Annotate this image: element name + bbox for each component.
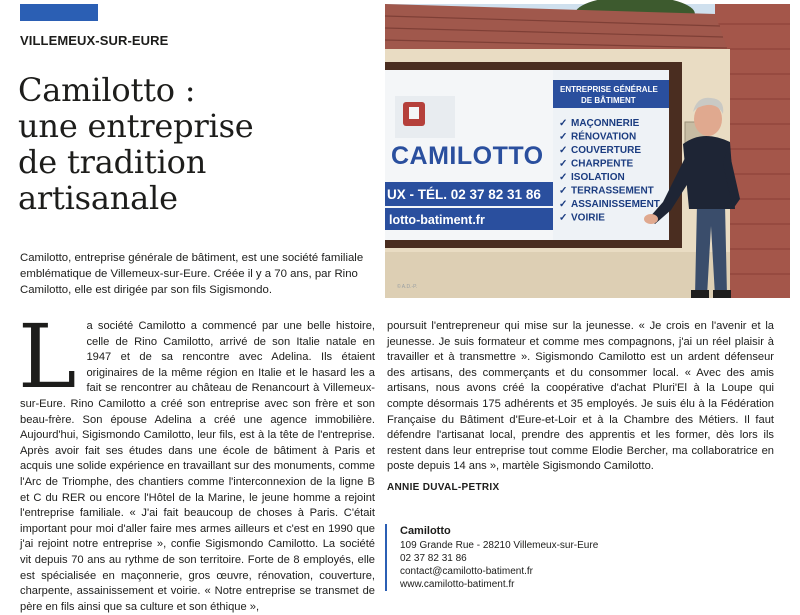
sign-service-bullet: ✓ [559, 118, 568, 129]
article-headline [18, 72, 378, 216]
sign-service-bullet: ✓ [559, 185, 568, 197]
article-body-text-2: poursuit l'entrepreneur qui mise sur la jeunesse. « Je crois en l'avenir et la jeunesse. Je suis formateur et comme mes compagnons, j'ai un réel plaisir à travailler et à transmettre ». Sigismondo Camilotto est un ardent défenseur des artisans, des commerçants et du consommer local. « Avec des amis artisans, nous avons créé la coopérative d'achat Pluri'El à la Loupe qui compte désormais 175 adhérents et 35 employés. Je suis élu à la Fédération Française du Bâtiment d'Eure-et-Loir et à la Chambre des Métiers. Il faut défendre l'artisanat local, prendre des apprentis et les former, dès lors ils restent dans leur entreprise tout comme Elodie Bercher, ma collaboratrice en poste depuis 14 ans », martèle Sigismondo Camilotto. [387, 320, 774, 473]
sign-company-name: CAMILOTTO [391, 142, 544, 170]
sign-service-item: RÉNOVATION [571, 131, 637, 143]
sign-service-item: MAÇONNERIE [571, 118, 640, 129]
sign-website: lotto-batiment.fr [389, 213, 485, 227]
article-body-column-1 [18, 305, 375, 615]
contact-email[interactable]: contact@camilotto-batiment.fr [400, 566, 533, 577]
article-photo [385, 4, 790, 298]
sign-service-item: VOIRIE [571, 212, 605, 224]
sign-service-item: CHARPENTE [571, 158, 634, 170]
sign-service-item: ASSAINISSEMENT [571, 199, 660, 210]
sign-header-line-1: ENTREPRISE GÉNÉRALE [560, 85, 658, 94]
headline-line-1: Camilotto : [18, 71, 196, 109]
contact-address: 109 Grande Rue - 28210 Villemeux-sur-Eure [400, 540, 599, 551]
section-kicker: VILLEMEUX-SUR-EURE [20, 33, 169, 48]
sign-service-bullet: ✓ [559, 212, 568, 224]
sign-service-bullet: ✓ [559, 199, 568, 210]
sign-header-line-2: DE BÂTIMENT [581, 96, 636, 105]
sign-service-bullet: ✓ [559, 131, 568, 143]
sign-service-bullet: ✓ [559, 158, 568, 170]
sign-phone-number: UX - TÉL. 02 37 82 31 86 [387, 187, 541, 202]
headline-line-2: une entreprise [18, 107, 254, 145]
photo-credit: © A.D.-P. [397, 284, 418, 290]
sign-service-item: COUVERTURE [571, 145, 642, 156]
article-body-text-1: a société Camilotto a commencé par une belle histoire, celle de Rino Camilotto, arrivé de son Italie natale en 1947 et de sa rencontre avec Adelina. Ils étaient originaires de la même région en Italie et le hasard les a fait se rencontrer au château de Renancourt à Villemeux-sur-Eure. Rino Camilotto a créé son entreprise avec son frère et son beau-frère. Son épouse Adelina a créé une agence immobilière. Aujourd'hui, Sigismondo Camilotto, leur fils, est à la tête de l'entreprise. Après avoir fait ses études dans une école de bâtiment à Paris et acquis une solide expérience en travaillant sur des monuments, comme l'Arc de Triomphe, des chantiers comme l'interconnexion de la ligne B et C du RER ou encore l'Hôtel de la Marine, le jeune homme a rejoint l'entreprise familiale. « J'ai fait beaucoup de choses à Paris. C'était important pour moi d'aller faire mes armes ailleurs et c'est en 1990 que j'ai rejoint notre entreprise », confie Sigismondo Camilotto. La société vit depuis 70 ans au rythme de son territoire. Forte de 8 employés, elle est spécialisée en maçonnerie, gros œuvre, rénovation, couverture, charpente, assainissement et voirie. « Notre entreprise se transmet de père en fils ainsi que sa culture et son éthique », [20, 320, 375, 613]
article-lead: Camilotto, entreprise générale de bâtiment, est une société familiale emblématique de Villemeux-sur-Eure. Créée il y a 70 ans, par Rino Camilotto, elle est dirigée par son fils Sigismondo. [20, 252, 364, 296]
contact-company: Camilotto [400, 525, 451, 537]
article-byline: ANNIE DUVAL-PETRIX [387, 481, 500, 493]
sign-service-bullet: ✓ [559, 172, 568, 183]
sign-service-item: TERRASSEMENT [571, 185, 654, 197]
headline-line-4: artisanale [18, 179, 178, 217]
contact-phone: 02 37 82 31 86 [400, 553, 467, 564]
contact-website[interactable]: www.camilotto-batiment.fr [400, 579, 515, 590]
drop-cap: L [18, 305, 77, 408]
sign-service-item: ISOLATION [571, 172, 625, 183]
headline-line-3: de tradition [18, 143, 207, 181]
section-accent-bar [20, 4, 98, 21]
article-body-column-2 [387, 319, 774, 496]
sign-service-bullet: ✓ [559, 145, 568, 156]
contact-box [385, 524, 685, 591]
